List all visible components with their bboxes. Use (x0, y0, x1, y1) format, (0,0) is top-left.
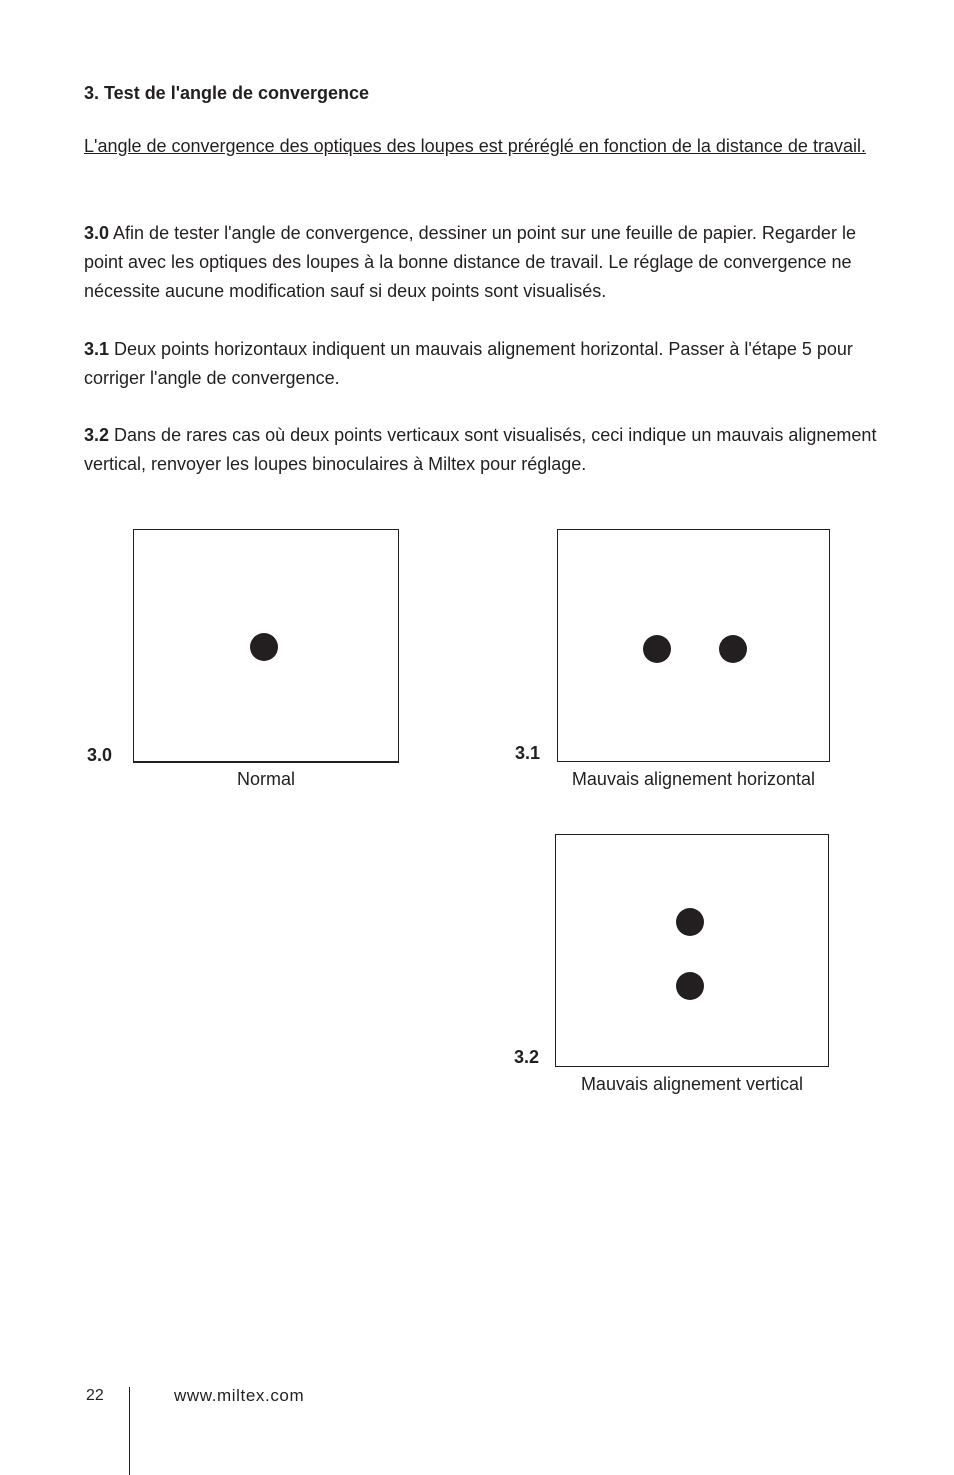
figure-3-0-number: 3.0 (87, 745, 113, 765)
paragraph-text: Dans de rares cas où deux points verticaux sont visualisés, ceci indique un mauvais alignement vertical, renvoyer les loupes binoculaires à Miltex pour réglage. (84, 425, 877, 474)
figure-3-2-number: 3.2 (514, 1047, 540, 1067)
figure-3-0-frame (133, 529, 399, 763)
paragraph-text: Deux points horizontaux indiquent un mauvais alignement horizontal. Passer à l'étape 5 pour corriger l'angle de convergence. (84, 339, 853, 388)
figure-3-1-caption: Mauvais alignement horizontal (571, 769, 816, 789)
figure-3-2-frame (555, 834, 829, 1067)
paragraph-number: 3.2 (84, 425, 110, 445)
intro-underlined: L'angle de convergence des optiques des loupes est préréglé en fonction de la distance de travail. (84, 136, 866, 156)
paragraph-number: 3.1 (84, 339, 110, 359)
footer-divider (129, 1387, 130, 1475)
dot-left (643, 635, 671, 663)
dot (250, 633, 278, 661)
figure-3-0-caption: Normal (236, 769, 295, 789)
footer-url: www.miltex.com (174, 1386, 305, 1405)
paragraph-number: 3.0 (84, 223, 110, 243)
figure-3-2-caption: Mauvais alignement vertical (580, 1074, 804, 1094)
paragraph-3-2 (84, 421, 884, 479)
paragraph-3-1 (84, 335, 884, 393)
paragraph-3-0 (84, 219, 884, 306)
dot-bottom (676, 972, 704, 1000)
dot-right (719, 635, 747, 663)
section-heading: 3. Test de l'angle de convergence (84, 83, 370, 103)
figure-3-1-frame (557, 529, 830, 762)
figure-3-1-number: 3.1 (515, 743, 541, 763)
page-number: 22 (86, 1387, 104, 1404)
paragraph-text: Afin de tester l'angle de convergence, dessiner un point sur une feuille de papier. Regarder le point avec les optiques des loupes à la bonne distance de travail. Le réglage de convergence ne nécessite aucune modification sauf si deux points sont visualisés. (84, 223, 856, 301)
dot-top (676, 908, 704, 936)
